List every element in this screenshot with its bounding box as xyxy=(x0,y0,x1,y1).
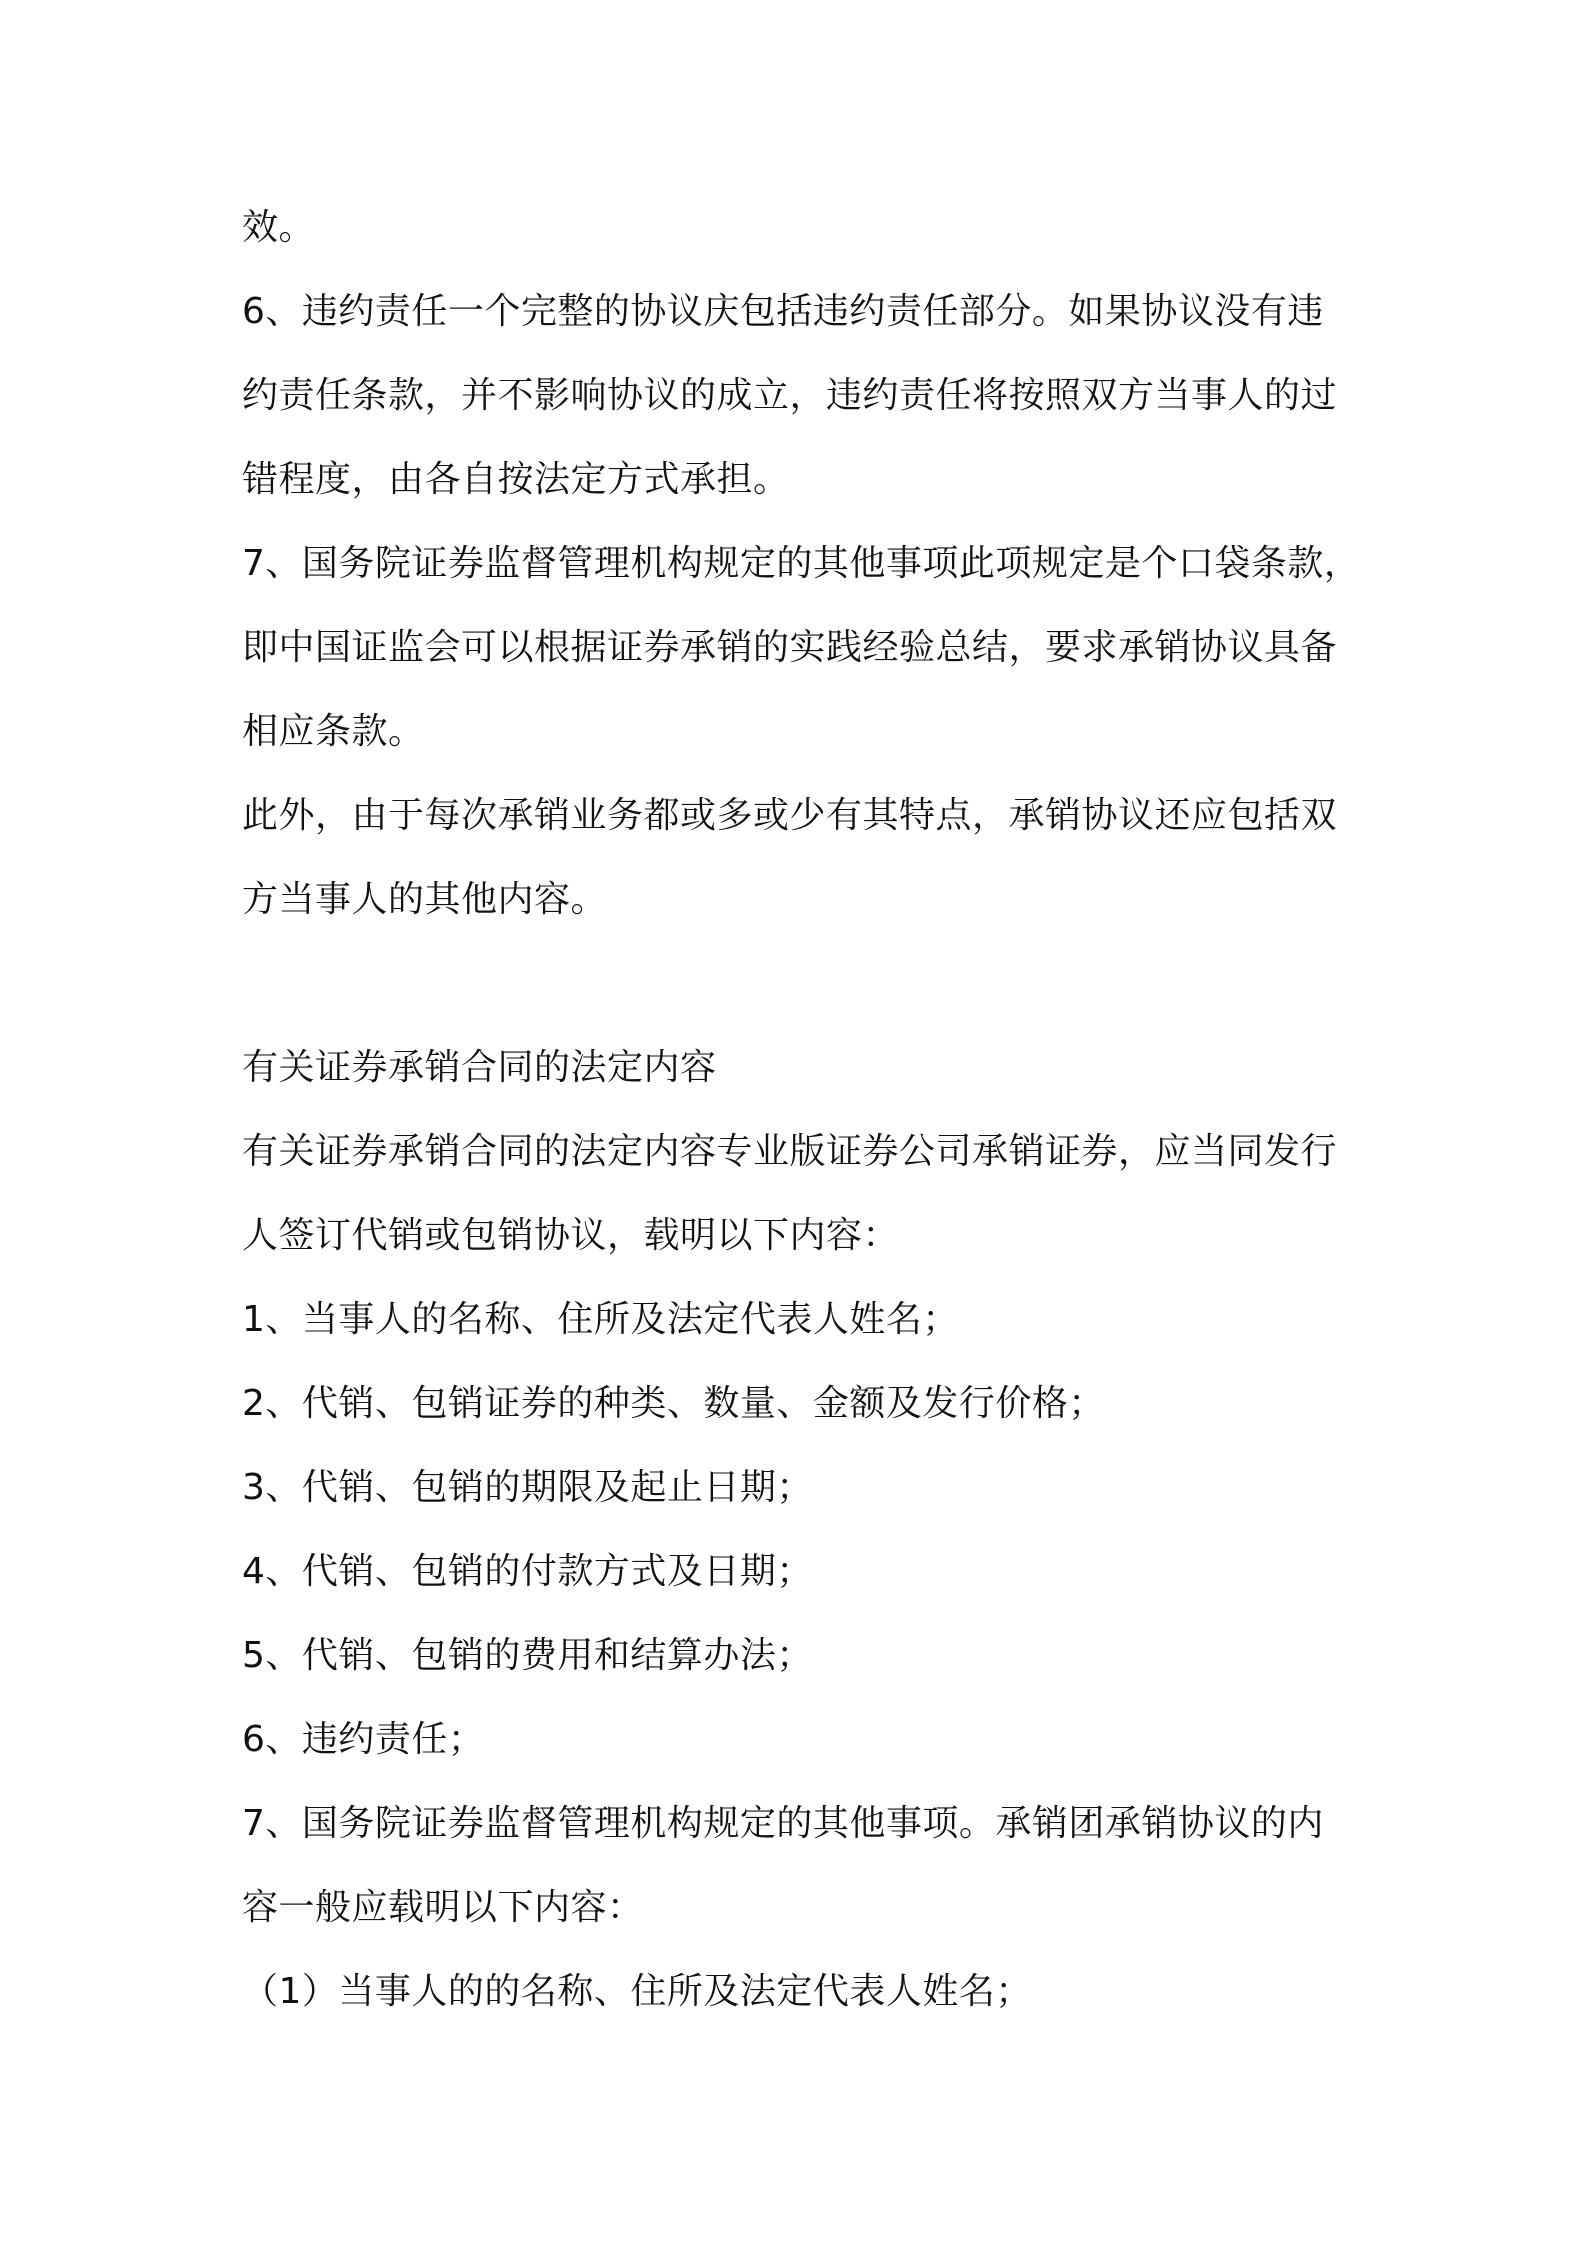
list-item: 6、违约责任； xyxy=(242,1719,485,1760)
text-line: 约责任条款，并不影响协议的成立，违约责任将按照双方当事人的过 xyxy=(242,375,1338,416)
sub-list-item: （1）当事人的的名称、住所及法定代表人姓名； xyxy=(242,1971,1032,2012)
list-item: 5、代销、包销的费用和结算办法； xyxy=(242,1635,813,1676)
text-line: 6、违约责任一个完整的协议庆包括违约责任部分。如果协议没有违 xyxy=(242,291,1324,332)
text-line: 有关证券承销合同的法定内容专业版证券公司承销证券，应当同发行 xyxy=(242,1131,1338,1172)
text-line: 此外，由于每次承销业务都或多或少有其特点，承销协议还应包括双 xyxy=(242,795,1338,836)
text-line: 7、国务院证券监督管理机构规定的其他事项此项规定是个口袋条款， xyxy=(242,543,1361,584)
text-line: 错程度，由各自按法定方式承担。 xyxy=(242,459,790,500)
list-item: 7、国务院证券监督管理机构规定的其他事项。承销团承销协议的内 xyxy=(242,1803,1324,1844)
text-line: 相应条款。 xyxy=(242,711,425,752)
text-line: 效。 xyxy=(242,207,316,248)
text-line: 人签订代销或包销协议，载明以下内容： xyxy=(242,1215,900,1256)
list-item: 4、代销、包销的付款方式及日期； xyxy=(242,1551,813,1592)
text-line: 容一般应载明以下内容： xyxy=(242,1887,644,1928)
list-item: 1、当事人的名称、住所及法定代表人姓名； xyxy=(242,1299,959,1340)
list-item: 3、代销、包销的期限及起止日期； xyxy=(242,1467,813,1508)
section-heading: 有关证券承销合同的法定内容 xyxy=(242,1047,717,1088)
list-item: 2、代销、包销证券的种类、数量、金额及发行价格； xyxy=(242,1383,1105,1424)
text-line: 即中国证监会可以根据证券承销的实践经验总结，要求承销协议具备 xyxy=(242,627,1338,668)
text-line: 方当事人的其他内容。 xyxy=(242,879,608,920)
